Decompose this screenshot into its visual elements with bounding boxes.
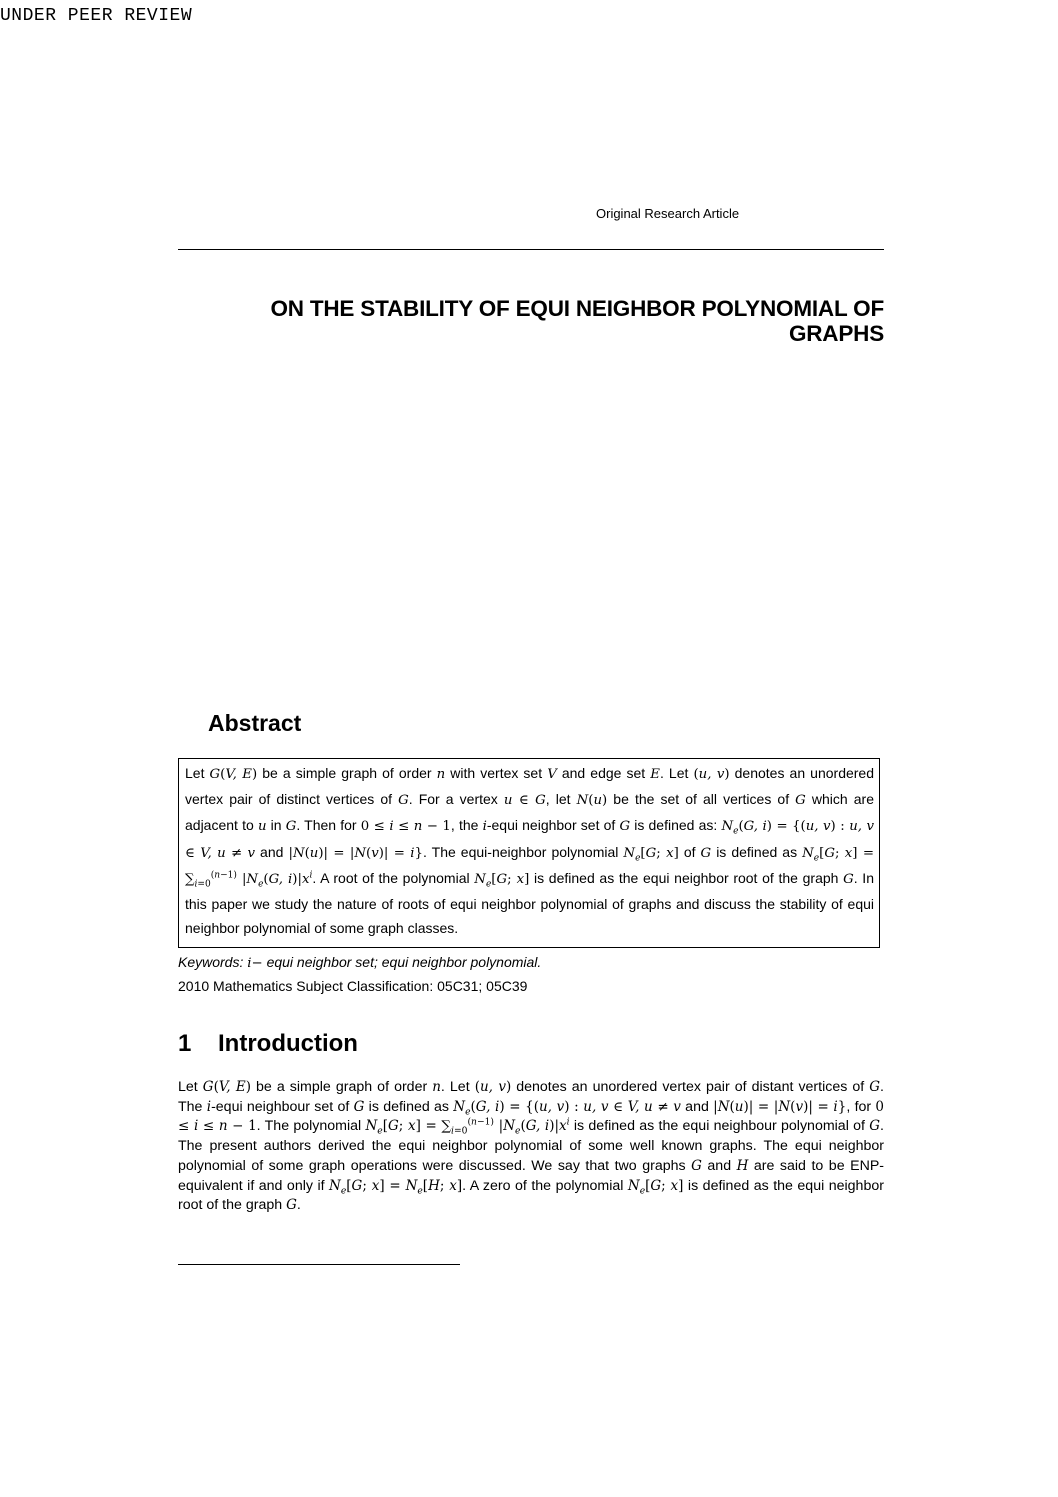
article-type-label: Original Research Article [596, 206, 740, 221]
section-heading-introduction [178, 1030, 358, 1058]
keywords-text: equi neighbor set; equi neighbor polynomial. [266, 954, 542, 970]
review-stamp: UNDER PEER REVIEW [0, 6, 193, 26]
msc-classification: 2010 Mathematics Subject Classification: 05C31; 05C39 [178, 978, 528, 994]
introduction-paragraph: Let G(V, E) be a simple graph of order n. Let (u, v) denotes an unordered vertex pair of distant vertices of G. The i-equi neighbour set of G is defined as $N_e(G$, i) = {(u, v) : u, v ∈ V, u ≠ v and |N(u)| = |N(v)| = i}, for 0 ≤ i ≤ n − 1. The polynomial $N_e[G$; $x] = \sum_{i=0}^{(n-1)}$ $|N_e(G$, $i)|x^i$ is defined as the equi neighbour polynomial of G. The present authors derived the equi neighbor polynomial of some well known graphs. The equi neighbor polynomial of some graph operations were discussed. We say that two graphs G and H are said to be ENP-equivalent if and only if $N_e[G$; $x] = N_e[H$; x]. A zero of the polynomial $N_e[G$; x] is defined as the equi neighbor root of the graph G. [178, 1079, 885, 1214]
keywords-label: Keywords: [178, 954, 244, 970]
keywords-math: i− [247, 956, 263, 971]
abstract-text: Let G(V, E) be a simple graph of order n with vertex set V and edge set E. Let (u, v) denotes an unordered vertex pair of distinct vertices of G. For a vertex u ∈ G, let N(u) be the set of all vertices of G which are adjacent to u in G. Then for 0 ≤ i ≤ n − 1, the i-equi neighbor set of G is defined as: $N_e(G$, i) = {(u, v) : u, v ∈ V, u ≠ v and |N(u)| = |N(v)| = i}. The equi-neighbor polynomial $N_e[G$; x] of G is defined as $N_e[G$; $x] = \sum_{i=0}^{(n-1)}$ $|N_e(G$, $i)|x^i$. A root of the polynomial $N_e[G$; x] is defined as the equi neighbor root of the graph G. In this paper we study the nature of roots of equi neighbor polynomial of graphs and discuss the stability of equi neighbor polynomial of some graph classes. [185, 765, 875, 937]
footnote-rule [178, 1264, 460, 1265]
keywords-line [178, 954, 541, 971]
section-number: 1 [178, 1030, 192, 1057]
abstract-heading: Abstract [208, 710, 302, 736]
abstract-box [178, 758, 880, 948]
section-title: Introduction [218, 1030, 358, 1057]
header-rule [178, 249, 884, 250]
paper-title: ON THE STABILITY OF EQUI NEIGHBOR POLYNOMIAL OF GRAPHS [270, 296, 884, 346]
